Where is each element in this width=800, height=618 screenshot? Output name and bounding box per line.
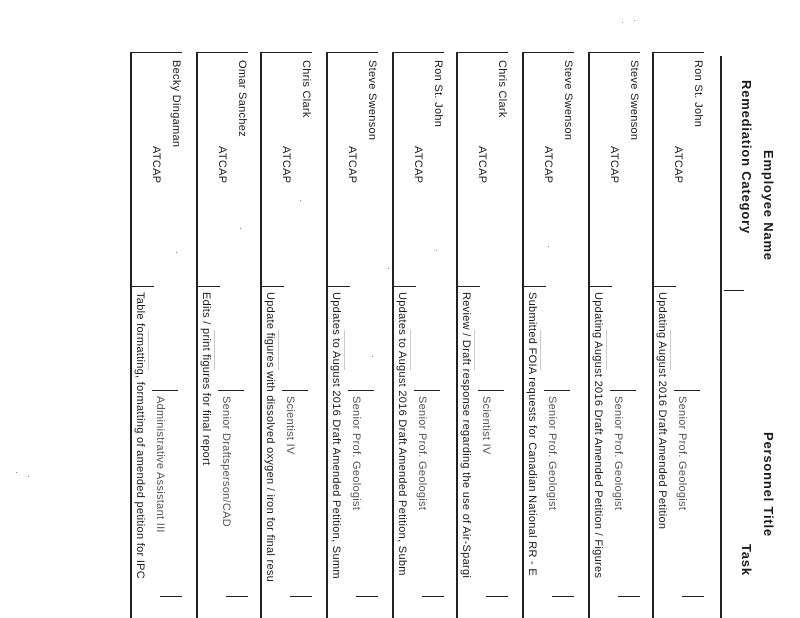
cell-rule	[260, 286, 284, 287]
cell-rule	[544, 390, 570, 391]
personnel-title: Administrative Assistant III	[154, 396, 166, 533]
cell-rule	[588, 286, 612, 287]
scan-artifact	[214, 330, 215, 370]
scan-artifact	[606, 330, 607, 370]
scan-artifact	[474, 330, 475, 370]
row-border	[260, 52, 262, 618]
remediation-category: ATCAP	[542, 146, 554, 184]
row-top-rule	[652, 52, 704, 53]
cell-rule	[478, 390, 504, 391]
row-border	[456, 52, 458, 618]
remediation-category: ATCAP	[476, 146, 488, 184]
scan-artifact	[410, 330, 411, 370]
row-border	[652, 52, 654, 618]
table-row	[326, 0, 390, 618]
personnel-title: Senior Prof. Geologist	[350, 396, 362, 511]
remediation-category: ATCAP	[608, 146, 620, 184]
task: Table formatting, formatting of amended petition for IPC	[134, 292, 146, 580]
task: Update figures with dissolved oxygen / iron for final resu	[264, 292, 276, 583]
cell-rule	[130, 286, 154, 287]
row-border	[196, 52, 198, 618]
header-task: Task	[739, 544, 754, 576]
table-row	[652, 0, 716, 618]
cell-rule	[152, 390, 178, 391]
row-top-rule	[588, 52, 640, 53]
employee-name: Omar Sanchez	[236, 60, 248, 137]
employee-name: Steve Swenson	[628, 60, 640, 141]
row-top-rule	[260, 52, 312, 53]
table-row	[260, 0, 324, 618]
task: Updates to August 2016 Draft Amended Petition, Summ	[330, 292, 342, 579]
cell-rule	[226, 596, 248, 597]
task: Edits / print figures for final report	[200, 292, 212, 466]
remediation-category: ATCAP	[672, 146, 684, 184]
cell-rule	[348, 390, 374, 391]
task: Updating August 2016 Draft Amended Petition / Figures	[592, 292, 604, 579]
task: Updates to August 2016 Draft Amended Petition, Subm	[396, 292, 408, 576]
personnel-title: Scientist IV	[480, 396, 492, 455]
table-row	[196, 0, 260, 618]
personnel-title: Scientist IV	[284, 396, 296, 455]
employee-name: Steve Swenson	[562, 60, 574, 141]
scan-artifact	[148, 330, 149, 370]
table-row	[588, 0, 652, 618]
scan-artifact	[278, 330, 279, 370]
cell-rule	[414, 390, 440, 391]
cell-rule	[522, 286, 546, 287]
row-top-rule	[522, 52, 574, 53]
remediation-category: ATCAP	[216, 146, 228, 184]
cell-rule	[682, 596, 704, 597]
row-top-rule	[130, 52, 182, 53]
row-top-rule	[196, 52, 248, 53]
cell-rule	[356, 596, 378, 597]
task: Submitted FOIA requests for Canadian National RR - E	[526, 292, 538, 577]
header-remediation-category: Remediation Category	[739, 80, 754, 234]
personnel-title: Senior Prof. Geologist	[676, 396, 688, 511]
employee-name: Ron St. John	[432, 60, 444, 128]
row-top-rule	[392, 52, 444, 53]
task: Review / Draft response regarding the use of Air-Spargi	[460, 292, 472, 579]
header-personnel-title: Personnel Title	[761, 432, 776, 537]
cell-rule	[290, 596, 312, 597]
cell-rule	[610, 390, 636, 391]
table-row	[522, 0, 586, 618]
cell-rule	[196, 286, 220, 287]
cell-rule	[674, 390, 700, 391]
table-row	[456, 0, 520, 618]
cell-rule	[456, 286, 480, 287]
employee-name: Becky Dingaman	[170, 60, 182, 148]
remediation-category: ATCAP	[412, 146, 424, 184]
row-border	[588, 52, 590, 618]
employee-name: Steve Swenson	[366, 60, 378, 141]
cell-rule	[652, 286, 676, 287]
cell-rule	[160, 596, 182, 597]
table-row	[130, 0, 194, 618]
cell-rule	[326, 286, 350, 287]
personnel-title: Senior Prof. Geologist	[546, 396, 558, 511]
table-row	[392, 0, 456, 618]
task: Updating August 2016 Draft Amended Petition	[656, 292, 668, 530]
employee-name: Chris Clark	[496, 60, 508, 118]
cell-rule	[618, 596, 640, 597]
personnel-title: Senior Prof. Geologist	[416, 396, 428, 511]
employee-name: Chris Clark	[300, 60, 312, 118]
row-top-rule	[456, 52, 508, 53]
row-top-rule	[326, 52, 378, 53]
cell-rule	[218, 390, 244, 391]
cell-rule	[552, 596, 574, 597]
personnel-title: Senior Prof. Geologist	[612, 396, 624, 511]
remediation-category: ATCAP	[150, 146, 162, 184]
remediation-category: ATCAP	[280, 146, 292, 184]
scan-artifact	[344, 330, 345, 370]
scan-artifact	[540, 330, 541, 370]
cell-rule	[422, 596, 444, 597]
header-employee-name: Employee Name	[761, 150, 776, 261]
row-border	[522, 52, 524, 618]
row-border	[130, 52, 132, 618]
cell-rule	[392, 286, 416, 287]
table-header	[718, 0, 788, 618]
remediation-category: ATCAP	[346, 146, 358, 184]
cell-rule	[486, 596, 508, 597]
cell-rule	[282, 390, 308, 391]
personnel-title: Senior Draftsperson/CAD	[220, 396, 232, 528]
employee-name: Ron St. John	[692, 60, 704, 128]
row-border	[392, 52, 394, 618]
row-border	[326, 52, 328, 618]
scan-artifact	[670, 330, 671, 370]
